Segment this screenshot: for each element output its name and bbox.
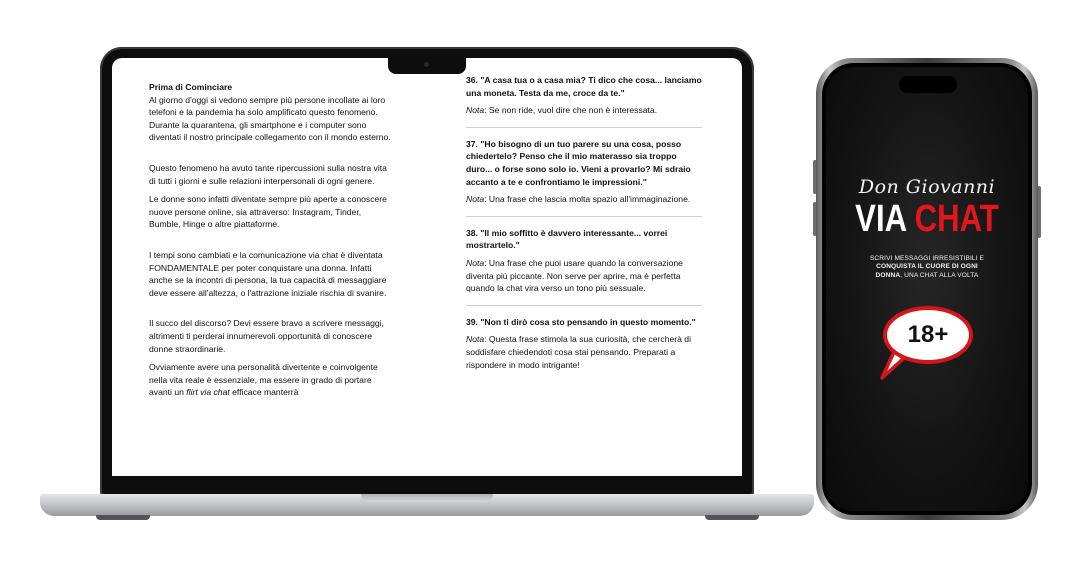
paragraph: Questo fenomeno ha avuto tante ripercussioni sulla nostra vita di tutti i giorni e sulle relazioni interpersonali di ogni genere. — [149, 162, 387, 186]
age-badge-label: 18+ — [907, 321, 949, 348]
paragraph-emphasis: flirt via chat — [186, 387, 230, 398]
note-text: : Se non ride, vuol dire che non è interessata. — [484, 105, 658, 116]
divider — [466, 216, 702, 217]
paragraph: Le donne sono infatti diventate sempre più aperte a conoscere nuove persone online, sia attraverso: Instagram, Tinder, Bumble, Hinge o altre piattaforme. — [149, 194, 387, 230]
phrase-note — [466, 333, 704, 371]
laptop-foot-left — [96, 515, 150, 520]
cover-title-red: CHAT — [914, 198, 999, 240]
age-badge — [883, 306, 973, 364]
tagline-bold: CONQUISTA IL CUORE DI OGNI — [876, 263, 978, 271]
section-heading: Prima di Cominciare — [149, 82, 233, 92]
note-text: : Una frase che puoi usare quando la conversazione diventa più piccante. Non serve per aprire, ma è perfetta quando la chat vira verso un tono più sessuale. — [466, 257, 683, 294]
paragraph: Il succo del discorso? Devi essere bravo a scrivere messaggi, altrimenti ti perderai innumerevoli opportunità di conoscere donne straordinarie. — [149, 318, 384, 354]
paragraph-last — [149, 361, 393, 399]
ebook-right-page — [466, 74, 704, 381]
divider — [466, 305, 702, 306]
phrase-note — [466, 104, 704, 117]
cover-title — [852, 199, 1001, 239]
laptop-base-notch — [361, 494, 493, 502]
note-label: Nota — [466, 194, 485, 205]
dynamic-island — [899, 76, 957, 93]
laptop-foot-right — [705, 515, 759, 520]
paragraph-text: Ovviamente avere una personalità divertente e coinvolgente nella vita reale è essenziale, ma essere in grado di portare avanti un — [149, 362, 378, 398]
laptop-notch — [388, 57, 466, 74]
note-label: Nota — [466, 105, 485, 116]
note-label: Nota — [466, 257, 485, 268]
laptop-bottom-bezel — [112, 476, 742, 492]
book-cover — [826, 67, 1028, 511]
phrase-note — [466, 257, 704, 295]
tagline-line — [844, 263, 1010, 271]
tagline-line — [844, 272, 1010, 280]
camera-icon — [424, 62, 429, 67]
cover-title-white: VIA — [855, 198, 915, 240]
phrase-question: 38. "Il mio soffitto è davvero interessante... vorrei mostrartelo." — [466, 227, 668, 251]
phrase-question: 37. "Ho bisogno di un tuo parere su una cosa, posso chiedertelo? Penso che il mio materasso sia troppo duro... o forse sono solo io. Vieni a provarlo? Mi sdraio accanto a te e confrontiamo le impressioni." — [466, 138, 691, 187]
paragraph: I tempi sono cambiati e la comunicazione via chat è diventata FONDAMENTALE per poter conquistare una donna. Infatti anche se la incontri di persona, la tua capacità di messaggiare deve essere all'altezza, o l'attrazione iniziale rischia di svanire. — [149, 249, 387, 298]
ebook-left-page — [149, 81, 393, 405]
phrase-question: 39. "Non ti dirò cosa sto pensando in questo momento." — [466, 316, 696, 327]
tagline-bold: DONNA — [875, 271, 901, 279]
note-label: Nota — [466, 334, 485, 345]
note-text: : Una frase che lascia molta spazio all'immaginazione. — [484, 194, 691, 205]
phrase-note — [466, 193, 704, 206]
divider — [466, 127, 702, 128]
cover-author: Don Giovanni — [858, 176, 996, 198]
paragraph-text: efficace manterrà — [229, 387, 299, 398]
tagline-text: , UNA CHAT ALLA VOLTA — [900, 271, 979, 279]
paragraph: Al giorno d'oggi si vedono sempre più persone incollate ai loro telefoni e la pandemia ha solo amplificato questo fenomeno. Durante la quarantena, gli smartphone e i computer sono diventati il nostro principale collegamento con il mondo esterno. — [149, 94, 391, 143]
phrase-question: 36. "A casa tua o a casa mia? Ti dico che cosa... lanciamo una moneta. Testa da me, croce da te." — [466, 75, 702, 98]
note-text: : Questa frase stimola la sua curiosità, che cercherà di soddisfare chiedendoti cosa stai pensando. Preparati a rispondere in modo intrigante! — [466, 334, 691, 370]
cover-tagline — [844, 255, 1010, 280]
tagline-line: SCRIVI MESSAGGI IRRESISTIBILI E — [869, 255, 985, 262]
